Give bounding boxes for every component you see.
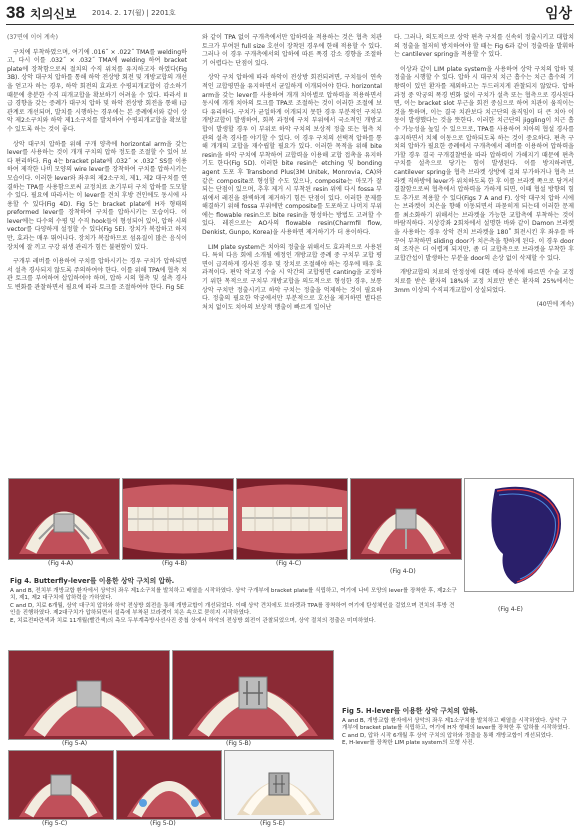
publication-title: 치의신보 — [30, 7, 77, 21]
dental-arch-image — [9, 651, 169, 739]
fig4b-label: (Fig 4-B) — [162, 560, 187, 567]
fig4c-photo — [236, 478, 348, 560]
article-column-3 — [394, 34, 574, 316]
dental-lateral-image — [123, 479, 233, 559]
article-column-1 — [7, 34, 187, 299]
fig5e-photo — [224, 750, 334, 820]
paragraph: 개방교합의 치료의 안정성에 대한 메타 분석에 따르면 수술 교정치료를 받은 환자의 18%와 교정 치료만 받은 환자의 25%에서는 3mm 이상의 수직피개교합이 상실되었다. — [394, 269, 574, 294]
paragraph: 상악 대구치 압하를 위해 구개 양측에 horizontal arm을 갖는 lever를 사용하는 것이 개개 구치의 압하 정도를 조절할 수 있어 보다 편리하다. Fig 4는 bracket plate에 .032˝ × .032˝ SS를 이용하여 제작한 나비 모양의 wire lever를 장착하여 구치를 압하시키는 모습이다. 이러한 lever와 좌우의 제2소구치, 제1, 제2 대구치를 연결하는 TPA를 사용함으로써 교정치료 초기부터 구치 압하를 도모할 수 있다. 필요에 따라서는 이 lever를 견치 후방 견인에도 동시에 사용할 수 있다(Fig 4D). Fig 5는 bracket plate에 H자 형태의 preformed lever를 장착하여 구치를 압하시키는 모습이다. 이 lever에는 다수의 수평 및 수직 hook들이 형성되어 있어, 압하 시의 vector를 다양하게 설정할 수 있다(Fig 5E). 장치가 복잡하고 하지만, 효과는 매우 뛰어나다. 장치가 복잡하므로 섬유질이 많은 음식이 장치에 잘 끼고 구강 위생 관리가 힘든 불편함이 있다. — [7, 140, 187, 251]
paragraph: 구치에 부착하였으며, 여기에 .016˝ × .022˝ TMA를 welding하고, 다시 이를 .032˝ × .032˝ TMA에 welding 하여 bracket plate에 장착함으로써 절치의 수직 위치를 유지하고자 하였다(Fig 3B). 상악 대구치 압하를 통해 하악 전상방 회전 및 개방교합의 개선을 얻고자 하는 경우, 하악 회전의 효과로 수평피개교합이 감소하기 때문에 충분한 수직 피개교합을 확보하기 어려울 수 있다. 따라서 II급 경향을 갖는 증례가 대구치 압하 및 하악 전상방 회전을 통해 I급 관계로 개선되며, 발치를 시행하는 경우에는 본 증례에서와 같이 상악 제2소구치와 하악 제1소구치를 발치하여 수평피개교합을 확보할 수 있도록 하는 것이 좋다. — [7, 48, 187, 133]
fig4e-xray — [464, 478, 574, 592]
fig5b-photo — [172, 650, 334, 740]
fig5a-label: (Fig 5-A) — [62, 740, 88, 747]
dental-lateral-image — [237, 479, 347, 559]
fig5d-label: (Fig 5-D) — [150, 820, 176, 827]
caption-line: A and B, 개방교합 환자에서 상악의 좌우 제1소구치를 발치하고 배열을 시작하였다. 상악 구개부에 bracket plate를 식립하고, 여기에 H자 형태의 lever를 장착한 후 압하를 시작하였다. — [342, 717, 570, 732]
fig5c-label: (Fig 5-C) — [42, 820, 68, 827]
paragraph: 구개부 레버를 이용하여 구치를 압하시키는 경우 구치가 압하되면서 설측 경사되지 않도록 주의하여야 한다. 이를 위해 TPA에 협측 치관 토크를 부여하여 삽입하여야 하며, 압하 시의 협측 및 설측 경사도 변화를 관찰하면서 필요에 따라 토크를 조절하여야 한다. Fig 5E — [7, 258, 187, 292]
paragraph: 와 같이 TPA 없이 구개측에서만 압하력을 적용하는 것은 협측 치관 토크가 부여된 full size 호선이 장착된 경우에 한해 적용할 수 있다. 그러나 이 경우 구개측에서의 압하에 따른 폭경 감소 경향을 조절하기 어렵다는 단점이 있다. — [202, 34, 382, 67]
fig5d-photo — [116, 750, 222, 820]
dental-arch-image — [351, 479, 461, 559]
cephalometric-superimposition-image — [465, 479, 573, 591]
caption-line: A and B, 전치부 개방교합 환자에서 상악의 좌우 제1소구치를 발치하고 배열을 시작하였다. 상악 구개부에 bracket plate를 식립하고, 여기에 나비 모양의 lever를 장착한 후, 제2소구치, 제1, 제2 대구치에 압하력을 가하였다. — [10, 587, 457, 602]
dental-arch-image — [9, 751, 113, 819]
paragraph: LIM plate system은 치아의 정출을 위해서도 효과적으로 사용된다. 특히 다음 회에 소개될 예정인 개방교합 증례 중 구치부 교합 평면이 급격하게 경사된 경우 및 장치로 조절해야 하는 경우에 매우 효과적이다. 편악 악교정 수술 시 악간의 교합평면 canting을 교정하기 위한 목적으로 구치부 개방교합을 의도적으로 형성한 경우, 보통 상악 구치만 정출시키고 하악 구치는 정출을 억제하는 것이 필요하다. 정출의 필요한 악궁에서만 부분적으로 호선을 제거하면 별다른 처치 없이도 치아의 보상적 맹출이 빠르게 일어난 — [202, 243, 382, 311]
fig5c-photo — [8, 750, 114, 820]
fig5b-label: (Fig 5-B) — [226, 740, 251, 747]
fig5a-photo — [8, 650, 170, 740]
caption-line: C and D, 압하 시작 6개월 후 상악 구치의 압하와 정출을 통해 개방교합이 개선되었다. — [342, 732, 554, 739]
section-name: 임상 — [544, 6, 572, 22]
continued-note: (40면에 계속) — [536, 301, 574, 309]
fig4c-label: (Fig 4-C) — [276, 560, 302, 567]
dental-arch-image — [9, 479, 119, 559]
caption-line: E, 치료전파란색과 치료 11개월(빨간색)의 측모 두부계측방사선사진 중첩 상에서 하악의 전상방 회전이 관찰되었으며, 상악 절치의 정출은 미미하였다. — [10, 617, 376, 624]
header-rule — [6, 24, 574, 25]
paragraph: 다. 그러나, 의도적으로 상악 편측 구치를 신속히 정출시키고 대합치의 정출을 철저히 방지하여야 할 때는 Fig 6과 같이 정출력을 발휘하는 cantilever spring을 적용할 수 있다. — [394, 34, 574, 59]
fig5-caption-title: Fig 5. H-lever를 이용한 상악 구치의 압하. — [342, 707, 478, 715]
fig4b-photo — [122, 478, 234, 560]
fig5e-label: (Fig 5-E) — [260, 820, 285, 827]
dental-arch-image — [173, 651, 333, 739]
continued-note: (37면에 이어 계속) — [7, 34, 58, 41]
fig4-caption-title: Fig 4. Butterfly-lever를 이용한 상악 구치의 압하. — [10, 577, 175, 585]
paragraph: 이상과 같이 LIM plate system을 사용하여 상악 구치의 압하 및 정출을 시행할 수 있다. 압하 시 대구치 치근 흡수는 치근 흡수의 기왕력이 있던 환자를 제외하고는 두드러지게 관찰되지 않았다. 압하 과정 중 악궁의 폭경 변화 없이 구치가 설측 또는 협측으로 경사된다면, 이는 bracket slot 부근을 회전 중심으로 하여 치관이 움직이는 것을 뜻하며, 이는 결국 치관보다 치근단의 움직임이 더 큰 치아 이동이 발생했다는 것을 뜻한다. 이러한 치근단의 jiggling이 치근 흡수 가능성을 높일 수 있으므로, TPA를 사용하여 치아의 협설 경사를 유지하면서 치체 이동으로 압하되도록 하는 것이 중요하다. 편측 구치의 압하가 필요한 증례에서 구개측에서 레버를 이용하여 압하력을 가할 경우 결국 구개결찰변을 따라 압하력이 가해지기 때문에 편측 구치를 설측으로 당기는 힘이 발생된다. 이를 방지하려면, cantilever spring을 협측 브라켓 상방에 걸쳐 부가하거나 협측 브라켓 직하방에 lever가 위치하도록 한 후 이를 브라켓 쪽으로 당겨서 결찰함으로써 협측에서 압하력을 가하게 되면, 이때 협설 방향의 힘도 추가로 적용할 수 있다(Figs 7 A and F). 상악 대구치 압하 시에는 브라켓이 치은을 향해 이동되면서 파묻히게 되는데 이러한 문제를 최소화하기 위해서는 브라켓을 가능한 교합측에 부착하는 것이 바람직하다. 지상강좌 2회차에서 설명한 바와 같이 Damon 브라켓을 사용하는 경우 상악 견치 브라켓을 180˚ 회전시킨 후 좌우를 바꾸어 부착하면 sliding door가 치은측을 향하게 된다. 이 경우 door의 조작은 더 어렵게 되지만, 좀 더 교합측으로 브라켓을 부착한 후 교합간섭이 발생하는 부분을 door의 손상 없이 삭제할 수 있다. — [394, 65, 574, 262]
fig4e-label: (Fig 4-E) — [498, 606, 523, 613]
paragraph: 상악 구치 압하에 따라 하악이 전상방 회전되려면, 구치들이 연속적인 교합평면을 유지하면서 균일하게 이개되어야 한다. horizontal arm을 갖는 lever를 사용하여 개개 치아별로 압하력을 적용하면서 동시에 개개 치아의 토크를 TPA로 조절하는 것이 이러한 조절에 보다 유리하다. 구치가 균일하게 이개되지 못한 경우 부분적인 구치부 개방교합이 발생하여, 회복 과정에 구치 부위에서 국소적인 개방교합이 발생할 경우 이 부위로 하악 구치의 보상적 정출 또는 협측 치관의 설측 경사를 야기할 수 있다. 이 경우 구치의 선택적 압하를 통해 개개의 교합을 재수립할 필요가 있다. 이러한 목적을 위해 bite resin을 하악 구치에 부착하여 교합력을 이용해 교합 접촉을 유지하기도 한다(Fig 5D). 이러한 bite resin은 etching 및 bonding agent 도포 후 Transbond Plus(3M Unitek, Monrovia, CA)와 같은 composite로 형성할 수도 있으나, composite는 마모가 잘 되는 단점이 있으며, 추후 제거 시 부착된 resin 위에 다시 fossa 부위에서 레진을 완벽하게 제거하기 힘든 단점이 있다. 이러한 문제를 해결하기 위해 fossa 부위에만 composite를 도포하고 나머지 부위에는 flowable resin으로 bite resin을 형성하는 방법도 고려할 수 있다. 레진으로는 AO사의 flowable resin(Charmfil flow, Denkist, Gunpo, Korea)을 사용하면 제거하기가 더 용이하다. — [202, 74, 382, 237]
fig5-caption — [342, 708, 572, 748]
fig4d-photo — [350, 478, 462, 560]
dental-arch-image — [117, 751, 221, 819]
caption-line: C and D, 치료 6개월, 상악 대구치 압하와 하악 전상방 회전을 통해 개방교합이 개선되었다. 이때 상악 견치에도 브라켓과 TPA를 장착하여 여기에 탄성체인을 걸었으며 견치의 후방 견인을 진행하였다. 제2대구치가 압하되면서 설측에 부착된 브라켓이 치은 속으로 묻히지 시작하였다. — [10, 602, 455, 617]
fig4d-label: (Fig 4-D) — [390, 568, 416, 575]
fig4a-photo — [8, 478, 120, 560]
issue-date: 2014. 2. 17(월) | 2201호 — [92, 9, 176, 17]
page-header — [0, 0, 580, 26]
fig4-caption — [10, 578, 458, 626]
caption-line: E, H-lever를 장착한 LIM plate system의 모형 사진. — [342, 740, 475, 747]
article-column-2 — [202, 34, 382, 318]
dental-model-image — [225, 751, 333, 819]
page-number: 38 — [6, 3, 25, 22]
fig4a-label: (Fig 4-A) — [48, 560, 74, 567]
